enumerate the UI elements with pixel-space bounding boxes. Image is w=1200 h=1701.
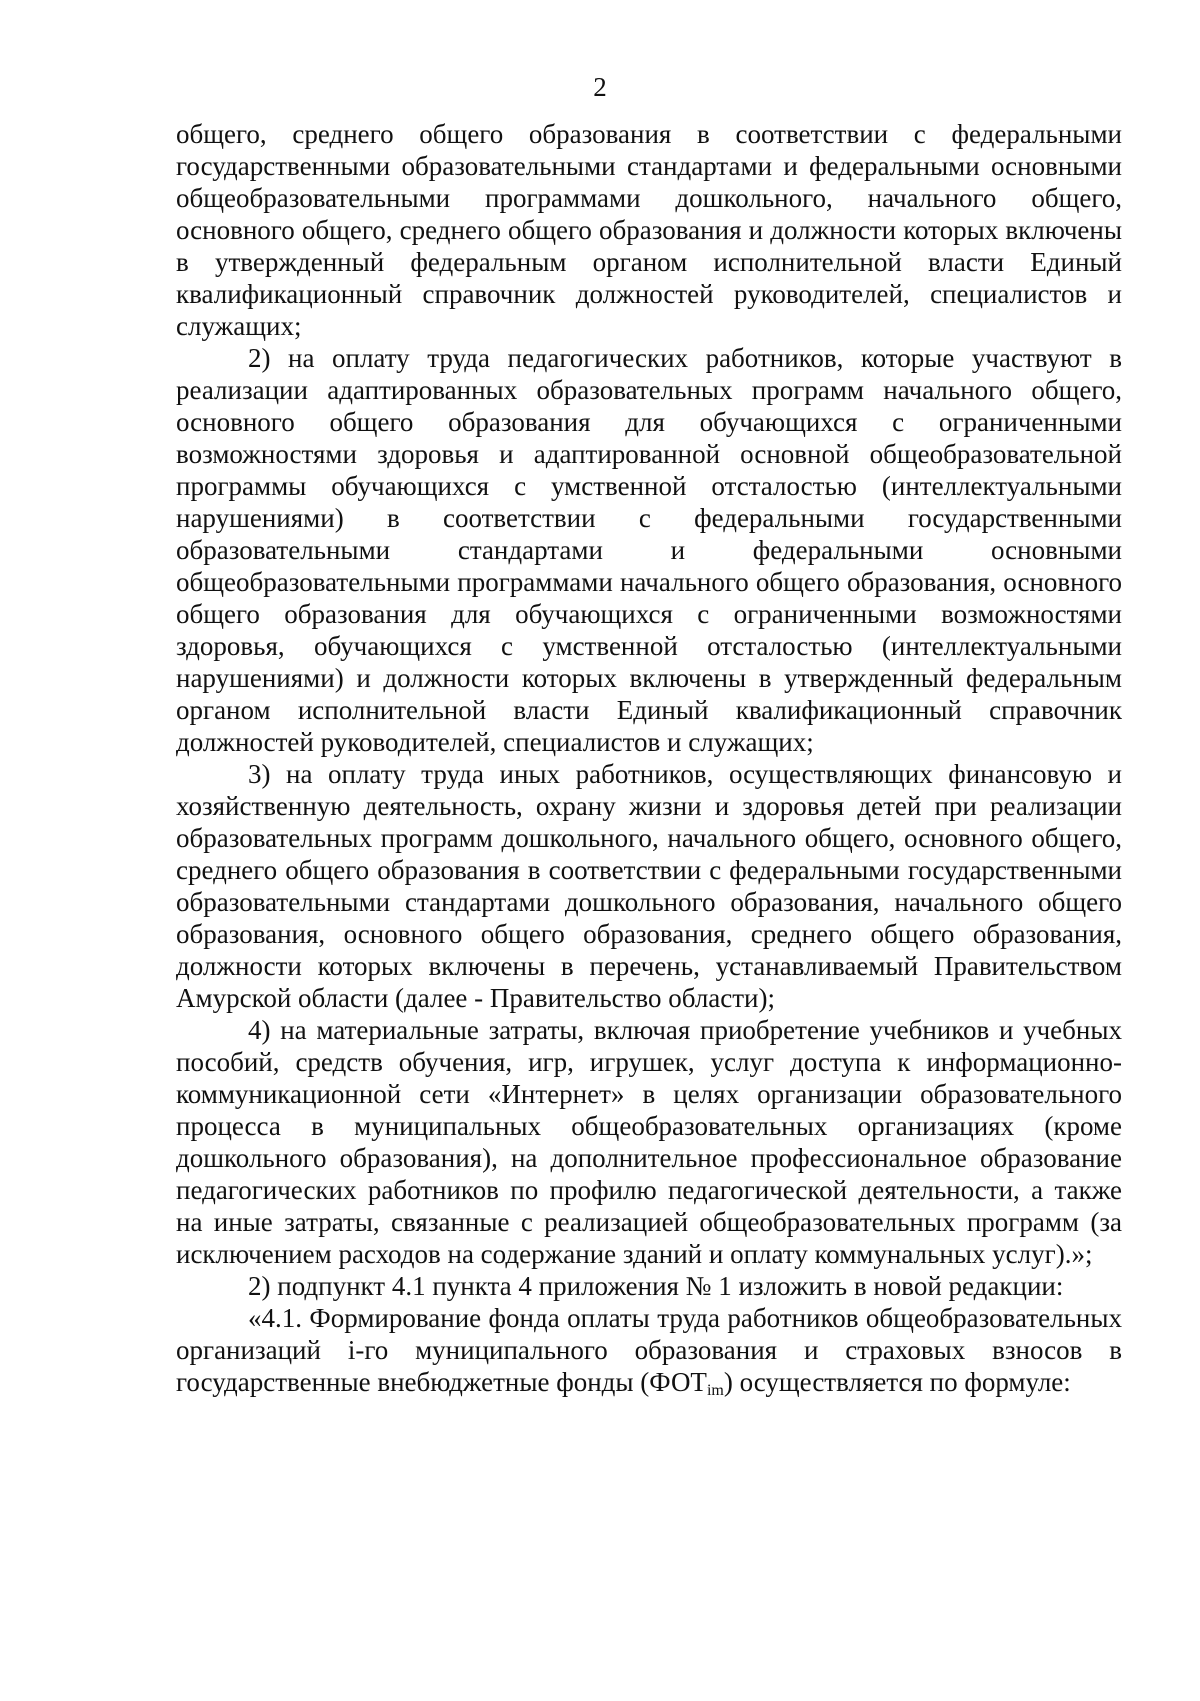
paragraph-item-3: 3) на оплату труда иных работников, осуществляющих финансовую и хозяйственную деятельность, охрану жизни и здоровья детей при реализации образовательных программ дошкольного, начального общего, основного общего, среднего общего образования в соответствии с федеральными государственными образовательными стандартами дошкольного образования, начального общего образования, основного общего образования, среднего общего образования, должности которых включены в перечень, устанавливаемый Правительством Амурской области (далее - Правительство области); bbox=[176, 759, 1122, 1013]
document-body bbox=[176, 118, 1122, 1398]
paragraph-subpoint-2: 2) подпункт 4.1 пункта 4 приложения № 1 изложить в новой редакции: bbox=[248, 1271, 1064, 1301]
paragraph-item-4: 4) на материальные затраты, включая приобретение учебников и учебных пособий, средств обучения, игр, игрушек, услуг доступа к информационно-коммуникационной сети «Интернет» в целях организации образовательного процесса в муниципальных общеобразовательных организациях (кроме дошкольного образования), на дополнительное профессиональное образование педагогических работников по профилю педагогической деятельности, а также на иные затраты, связанные с реализацией общеобразовательных программ (за исключением расходов на содержание зданий и оплату коммунальных услуг).»; bbox=[176, 1015, 1122, 1269]
fot-subscript: im bbox=[706, 1382, 724, 1399]
paragraph-continuation: общего, среднего общего образования в соответствии с федеральными государственными образовательными стандартами и федеральными основными общеобразовательными программами дошкольного, начального общего, основного общего, среднего общего образования и должности которых включены в утвержденный федеральным органом исполнительной власти Единый квалификационный справочник должностей руководителей, специалистов и служащих; bbox=[176, 119, 1122, 341]
paragraph-formula-intro bbox=[176, 1302, 1122, 1398]
formula-intro-tail: ) осуществляется по формуле: bbox=[723, 1367, 1071, 1397]
formula-intro-text: «4.1. Формирование фонда оплаты труда работников общеобразовательных организаций i-го муниципального образования и страховых взносов в государственные внебюджетные фонды (ФОТ bbox=[176, 1303, 1122, 1397]
page-number: 2 bbox=[593, 72, 607, 102]
paragraph-item-2: 2) на оплату труда педагогических работников, которые участвуют в реализации адаптированных образовательных программ начального общего, основного общего образования для обучающихся с ограниченными возможностями здоровья и адаптированной основной общеобразовательной программы обучающихся с умственной отсталостью (интеллектуальными нарушениями) в соответствии с федеральными государственными образовательными стандартами и федеральными основными общеобразовательными программами начального общего образования, основного общего образования для обучающихся с ограниченными возможностями здоровья, обучающихся с умственной отсталостью (интеллектуальными нарушениями) и должности которых включены в утвержденный федеральным органом исполнительной власти Единый квалификационный справочник должностей руководителей, специалистов и служащих; bbox=[176, 343, 1122, 757]
